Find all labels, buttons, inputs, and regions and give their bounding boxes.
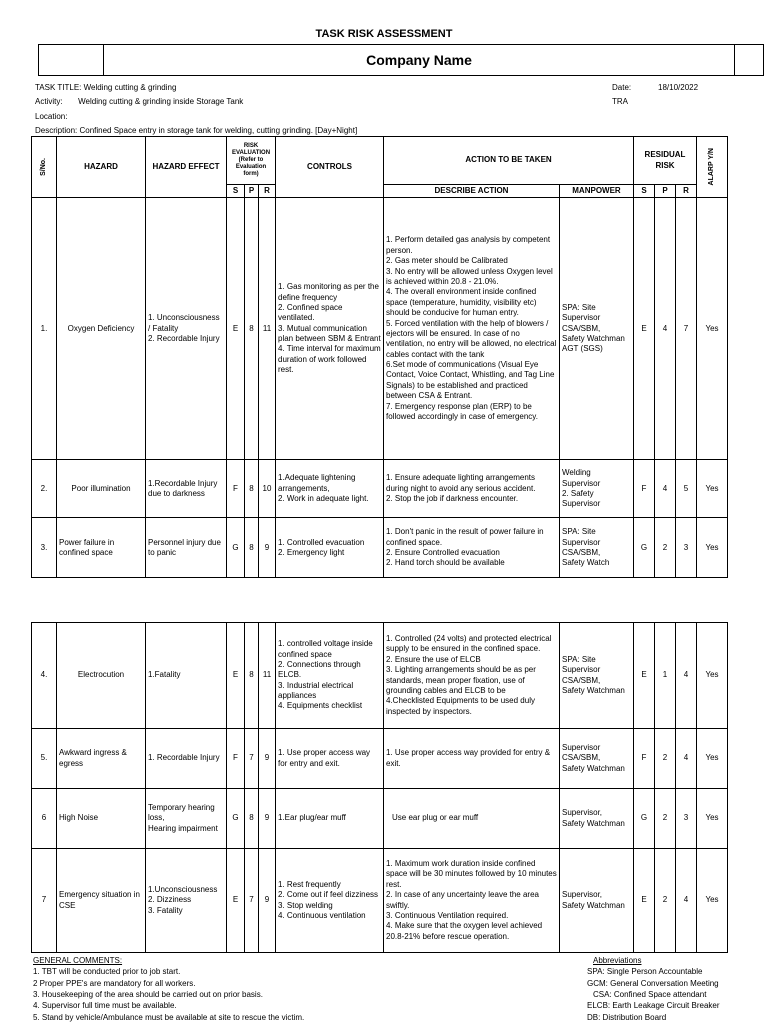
cell-residual-r: 4 <box>676 729 697 789</box>
abbreviation-item: DB: Distribution Board <box>587 1012 667 1022</box>
cell-sno: 7 <box>32 849 57 953</box>
cell-residual-p: 2 <box>655 729 676 789</box>
cell-p: 8 <box>245 460 259 518</box>
cell-manpower: SPA: Site Supervisor CSA/SBM, Safety Watchman <box>560 623 634 729</box>
cell-s: G <box>227 789 245 849</box>
comment-item: 1. TBT will be conducted prior to job start. <box>33 967 181 977</box>
header-hazard: HAZARD <box>57 137 146 198</box>
date-label: Date: <box>612 83 632 92</box>
cell-residual-r: 3 <box>676 789 697 849</box>
cell-r: 9 <box>259 729 276 789</box>
cell-residual-r: 7 <box>676 198 697 460</box>
header-manpower: MANPOWER <box>560 185 634 198</box>
cell-manpower: Supervisor, Safety Watchman <box>560 789 634 849</box>
cell-manpower: SPA: Site Supervisor CSA/SBM, Safety Watchman AGT (SGS) <box>560 198 634 460</box>
cell-p: 8 <box>245 518 259 578</box>
abbreviation-item: GCM: General Conversation Meeting <box>587 978 719 988</box>
activity-value: Welding cutting & grinding inside Storage Tank <box>78 97 244 106</box>
comment-item: 5. Stand by vehicle/Ambulance must be available at site to rescue the victim. <box>33 1012 305 1022</box>
cell-controls: 1. Use proper access way for entry and exit. <box>276 729 384 789</box>
abbreviation-item: CSA: Confined Space attendant <box>593 990 707 1000</box>
activity-label: Activity: <box>35 97 63 106</box>
header-action: ACTION TO BE TAKEN <box>384 137 634 185</box>
cell-hazard: Oxygen Deficiency <box>57 198 146 460</box>
cell-residual-s: E <box>634 623 655 729</box>
cell-s: E <box>227 198 245 460</box>
cell-alarp: Yes <box>697 460 728 518</box>
comment-item: 3. Housekeeping of the area should be carried out on prior basis. <box>33 990 263 1000</box>
cell-residual-p: 2 <box>655 849 676 953</box>
cell-residual-r: 4 <box>676 623 697 729</box>
cell-residual-p: 1 <box>655 623 676 729</box>
cell-action: 1. Ensure adequate lighting arrangements during night to avoid any serious accident. 2. Stop the job if darkness encounter. <box>384 460 560 518</box>
document-title: TASK RISK ASSESSMENT <box>315 28 453 40</box>
cell-controls: 1. controlled voltage inside confined space 2. Connections through ELCB. 3. Industrial electrical appliances 4. Equipments checklist <box>276 623 384 729</box>
table-row <box>32 789 728 849</box>
header-residual-r: R <box>676 185 697 198</box>
cell-controls: 1.Ear plug/ear muff <box>276 789 384 849</box>
cell-residual-s: G <box>634 518 655 578</box>
cell-action: 1. Controlled (24 volts) and protected electrical supply to be ensured in the confined space. 2. Ensure the use of ELCB 3. Lighting arrangements should be as per standards, mean proper fixation, use of grounding cables and ELCB to be 4.Checklisted Equipments to be used duly inspected by inspectors. <box>384 623 560 729</box>
date-value: 18/10/2022 <box>658 83 699 92</box>
abbreviation-item: ELCB: Earth Leakage Circuit Breaker <box>587 1001 720 1011</box>
cell-residual-r: 5 <box>676 460 697 518</box>
header-controls: CONTROLS <box>276 137 384 198</box>
cell-controls: 1. Rest frequently 2. Come out if feel dizziness 3. Stop welding 4. Continuous ventilation <box>276 849 384 953</box>
cell-alarp: Yes <box>697 789 728 849</box>
cell-effect: Personnel injury due to panic <box>146 518 227 578</box>
header-right-cell <box>734 45 763 75</box>
general-comments <box>33 955 304 1023</box>
cell-controls: 1. Controlled evacuation 2. Emergency light <box>276 518 384 578</box>
header-risk-evaluation: RISK EVALUATION (Refer to Evaluation form) <box>227 137 276 185</box>
cell-r: 9 <box>259 789 276 849</box>
cell-hazard: Poor illumination <box>57 460 146 518</box>
cell-hazard: Emergency situation in CSE <box>57 849 146 953</box>
comment-item: 4. Supervisor full time must be available. <box>33 1001 177 1011</box>
header-residual-s: S <box>634 185 655 198</box>
cell-s: G <box>227 518 245 578</box>
cell-manpower: Supervisor, Safety Watchman <box>560 849 634 953</box>
cell-p: 7 <box>245 729 259 789</box>
cell-residual-s: G <box>634 789 655 849</box>
table-row <box>32 849 728 953</box>
cell-residual-s: F <box>634 729 655 789</box>
cell-effect: 1.Recordable Injury due to darkness <box>146 460 227 518</box>
header-alarp: ALARP Y/N <box>697 137 728 198</box>
tra-label: TRA <box>612 97 628 106</box>
cell-alarp: Yes <box>697 849 728 953</box>
cell-p: 8 <box>245 623 259 729</box>
cell-action: 1. Maximum work duration inside confined space will be 30 minutes followed by 10 minutes rest. 2. In case of any uncertainty leave the area swiftly. 3. Continuous Ventilation required. 4. Make sure that the oxygen level achieved 20.8-21% before rescue operation. <box>384 849 560 953</box>
cell-residual-p: 4 <box>655 460 676 518</box>
abbreviations-title: Abbreviations <box>593 956 642 965</box>
cell-action: Use ear plug or ear muff <box>384 789 560 849</box>
cell-alarp: Yes <box>697 518 728 578</box>
cell-hazard: Electrocution <box>57 623 146 729</box>
cell-r: 9 <box>259 849 276 953</box>
cell-hazard: Power failure in confined space <box>57 518 146 578</box>
cell-r: 10 <box>259 460 276 518</box>
cell-residual-s: F <box>634 460 655 518</box>
cell-sno: 1. <box>32 198 57 460</box>
location-label: Location: <box>35 112 68 121</box>
cell-alarp: Yes <box>697 198 728 460</box>
cell-residual-p: 2 <box>655 518 676 578</box>
cell-sno: 5. <box>32 729 57 789</box>
cell-sno: 3. <box>32 518 57 578</box>
cell-effect: 1.Fatality <box>146 623 227 729</box>
comment-item: 2 Proper PPE's are mandatory for all workers. <box>33 978 196 988</box>
cell-effect: 1.Unconsciousness 2. Dizziness 3. Fatality <box>146 849 227 953</box>
cell-sno: 2. <box>32 460 57 518</box>
company-header-box <box>38 44 764 76</box>
cell-residual-r: 4 <box>676 849 697 953</box>
abbreviation-item: SPA: Single Person Accountable <box>587 967 703 977</box>
table-row <box>32 198 728 460</box>
header-sno: S/No. <box>32 137 57 198</box>
header-s: S <box>227 185 245 198</box>
cell-manpower: Supervisor CSA/SBM, Safety Watchman <box>560 729 634 789</box>
header-residual-p: P <box>655 185 676 198</box>
cell-effect: 1. Recordable Injury <box>146 729 227 789</box>
cell-manpower: Welding Supervisor 2. Safety Supervisor <box>560 460 634 518</box>
cell-controls: 1. Gas monitoring as per the define frequency 2. Confined space ventilated. 3. Mutual communication plan between SBM & Entrant 4. Time interval for maximum duration of work followed rest. <box>276 198 384 460</box>
table-row <box>32 623 728 729</box>
cell-alarp: Yes <box>697 729 728 789</box>
cell-s: E <box>227 849 245 953</box>
general-comments-title: GENERAL COMMENTS: <box>33 956 123 965</box>
cell-sno: 6 <box>32 789 57 849</box>
cell-effect: Temporary hearing loss, Hearing impairment <box>146 789 227 849</box>
risk-table-1 <box>31 136 728 578</box>
logo-cell <box>39 45 104 75</box>
cell-residual-p: 2 <box>655 789 676 849</box>
cell-alarp: Yes <box>697 623 728 729</box>
cell-residual-p: 4 <box>655 198 676 460</box>
header-residual-risk: RESIDUAL RISK <box>634 137 697 185</box>
cell-manpower: SPA: Site Supervisor CSA/SBM, Safety Watch <box>560 518 634 578</box>
table-row <box>32 729 728 789</box>
header-describe-action: DESCRIBE ACTION <box>384 185 560 198</box>
cell-sno: 4. <box>32 623 57 729</box>
description: Description: Confined Space entry in storage tank for welding, cutting grinding. [Day+Night] <box>35 126 358 135</box>
task-title: TASK TITLE: Welding cutting & grinding <box>35 83 177 92</box>
cell-hazard: High Noise <box>57 789 146 849</box>
table-row <box>32 460 728 518</box>
cell-action: 1. Use proper access way provided for entry & exit. <box>384 729 560 789</box>
table-row <box>32 518 728 578</box>
cell-residual-s: E <box>634 849 655 953</box>
cell-s: F <box>227 729 245 789</box>
cell-p: 7 <box>245 849 259 953</box>
cell-residual-s: E <box>634 198 655 460</box>
cell-r: 9 <box>259 518 276 578</box>
cell-r: 11 <box>259 198 276 460</box>
company-name: Company Name <box>366 52 472 68</box>
cell-hazard: Awkward ingress & egress <box>57 729 146 789</box>
activity-line <box>35 97 243 106</box>
header-hazard-effect: HAZARD EFFECT <box>146 137 227 198</box>
cell-p: 8 <box>245 198 259 460</box>
cell-effect: 1. Unconsciousness / Fatality 2. Recordable Injury <box>146 198 227 460</box>
header-r: R <box>259 185 276 198</box>
abbreviations <box>587 955 720 1023</box>
cell-s: F <box>227 460 245 518</box>
cell-p: 8 <box>245 789 259 849</box>
cell-action: 1. Perform detailed gas analysis by competent person. 2. Gas meter should be Calibrated 3. No entry will be allowed unless Oxygen level is achieved within 20.8 - 21.0%. 4. The overall environment inside confined space (temperature, humidity, visibility etc) should be conducive for human entry. 5. Forced ventilation with the help of blowers / ejectors will be ensured. In case of no ventilation, no entry will be allowed, no electrical cables contact with the tank 6.Set mode of communications (Visual Eye Contact, Voice Contact, Whistling, and Tag Line Signals) to be established and practiced between CSA & Entrant. 7. Emergency response plan (ERP) to be followed accordingly in case of emergency. <box>384 198 560 460</box>
cell-controls: 1.Adequate lightening arrangements, 2. Work in adequate light. <box>276 460 384 518</box>
header-p: P <box>245 185 259 198</box>
cell-s: E <box>227 623 245 729</box>
cell-action: 1. Don't panic in the result of power failure in confined space. 2. Ensure Controlled evacuation 2. Hand torch should be available <box>384 518 560 578</box>
cell-r: 11 <box>259 623 276 729</box>
risk-table-2 <box>31 622 728 953</box>
cell-residual-r: 3 <box>676 518 697 578</box>
